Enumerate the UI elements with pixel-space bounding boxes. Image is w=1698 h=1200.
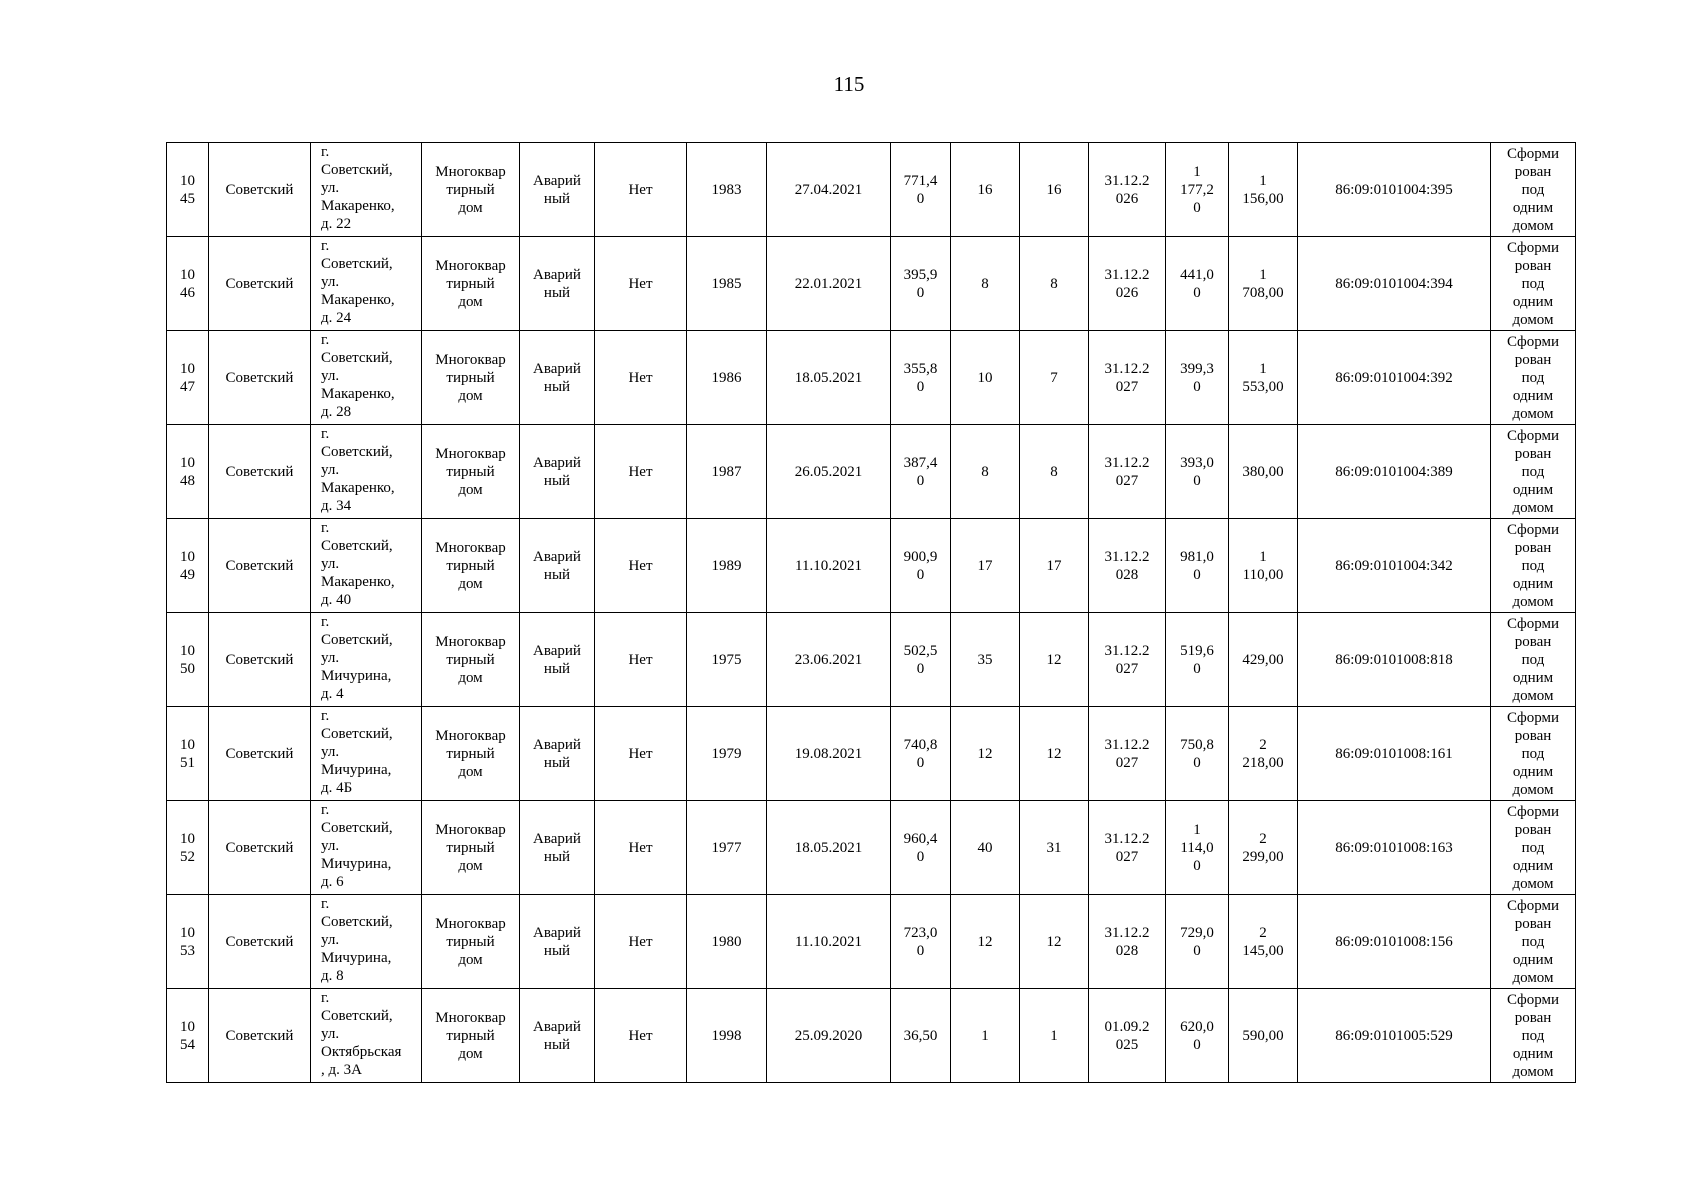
area-cell: 502,5 0 — [891, 613, 951, 707]
table-row — [167, 707, 1576, 801]
building-type-cell: Многоквар тирный дом — [422, 237, 520, 331]
residents-relocated-cell: 8 — [1020, 425, 1089, 519]
area-cell: 771,4 0 — [891, 143, 951, 237]
land-area-cell: 519,6 0 — [1166, 613, 1229, 707]
building-type-cell: Многоквар тирный дом — [422, 801, 520, 895]
address-cell: г. Советский, ул. Мичурина, д. 6 — [311, 801, 422, 895]
building-type-cell: Многоквар тирный дом — [422, 143, 520, 237]
cost-cell: 429,00 — [1229, 613, 1298, 707]
flag-cell: Нет — [595, 143, 687, 237]
status-cell: Аварий ный — [520, 331, 595, 425]
residents-relocated-cell: 7 — [1020, 331, 1089, 425]
note-cell: Сформи рован под одним домом — [1491, 331, 1576, 425]
year-cell: 1975 — [687, 613, 767, 707]
building-type-cell: Многоквар тирный дом — [422, 989, 520, 1083]
cadastral-number-cell: 86:09:0101004:389 — [1298, 425, 1491, 519]
address-cell: г. Советский, ул. Мичурина, д. 4Б — [311, 707, 422, 801]
note-cell: Сформи рован под одним домом — [1491, 143, 1576, 237]
table-row — [167, 613, 1576, 707]
year-cell: 1998 — [687, 989, 767, 1083]
district-cell: Советский — [209, 143, 311, 237]
cost-cell: 590,00 — [1229, 989, 1298, 1083]
cadastral-number-cell: 86:09:0101004:392 — [1298, 331, 1491, 425]
note-cell: Сформи рован под одним домом — [1491, 707, 1576, 801]
status-cell: Аварий ный — [520, 425, 595, 519]
residents-cell: 35 — [951, 613, 1020, 707]
cost-cell: 2 299,00 — [1229, 801, 1298, 895]
cadastral-number-cell: 86:09:0101004:395 — [1298, 143, 1491, 237]
decision-date-cell: 18.05.2021 — [767, 801, 891, 895]
building-type-cell: Многоквар тирный дом — [422, 613, 520, 707]
table-row — [167, 519, 1576, 613]
address-cell: г. Советский, ул. Мичурина, д. 8 — [311, 895, 422, 989]
note-cell: Сформи рован под одним домом — [1491, 895, 1576, 989]
flag-cell: Нет — [595, 801, 687, 895]
row-number-cell: 10 54 — [167, 989, 209, 1083]
building-type-cell: Многоквар тирный дом — [422, 425, 520, 519]
area-cell: 36,50 — [891, 989, 951, 1083]
year-cell: 1979 — [687, 707, 767, 801]
row-number-cell: 10 50 — [167, 613, 209, 707]
decision-date-cell: 26.05.2021 — [767, 425, 891, 519]
year-cell: 1987 — [687, 425, 767, 519]
row-number-cell: 10 51 — [167, 707, 209, 801]
residents-relocated-cell: 12 — [1020, 895, 1089, 989]
status-cell: Аварий ный — [520, 237, 595, 331]
status-cell: Аварий ный — [520, 895, 595, 989]
table-row — [167, 425, 1576, 519]
year-cell: 1986 — [687, 331, 767, 425]
table-body — [167, 143, 1576, 1083]
deadline-cell: 31.12.2 026 — [1089, 143, 1166, 237]
cadastral-number-cell: 86:09:0101004:342 — [1298, 519, 1491, 613]
district-cell: Советский — [209, 237, 311, 331]
flag-cell: Нет — [595, 707, 687, 801]
cost-cell: 1 708,00 — [1229, 237, 1298, 331]
status-cell: Аварий ный — [520, 801, 595, 895]
land-area-cell: 1 177,2 0 — [1166, 143, 1229, 237]
address-cell: г. Советский, ул. Макаренко, д. 24 — [311, 237, 422, 331]
decision-date-cell: 18.05.2021 — [767, 331, 891, 425]
cadastral-number-cell: 86:09:0101005:529 — [1298, 989, 1491, 1083]
note-cell: Сформи рован под одним домом — [1491, 989, 1576, 1083]
land-area-cell: 620,0 0 — [1166, 989, 1229, 1083]
flag-cell: Нет — [595, 331, 687, 425]
deadline-cell: 01.09.2 025 — [1089, 989, 1166, 1083]
residents-relocated-cell: 12 — [1020, 707, 1089, 801]
building-type-cell: Многоквар тирный дом — [422, 707, 520, 801]
residents-cell: 12 — [951, 707, 1020, 801]
row-number-cell: 10 49 — [167, 519, 209, 613]
district-cell: Советский — [209, 425, 311, 519]
residents-relocated-cell: 12 — [1020, 613, 1089, 707]
table-row — [167, 989, 1576, 1083]
address-cell: г. Советский, ул. Макаренко, д. 34 — [311, 425, 422, 519]
decision-date-cell: 19.08.2021 — [767, 707, 891, 801]
deadline-cell: 31.12.2 027 — [1089, 801, 1166, 895]
decision-date-cell: 11.10.2021 — [767, 519, 891, 613]
district-cell: Советский — [209, 519, 311, 613]
cost-cell: 2 218,00 — [1229, 707, 1298, 801]
cost-cell: 1 156,00 — [1229, 143, 1298, 237]
housing-registry-table — [166, 142, 1576, 1083]
deadline-cell: 31.12.2 026 — [1089, 237, 1166, 331]
flag-cell: Нет — [595, 989, 687, 1083]
district-cell: Советский — [209, 895, 311, 989]
address-cell: г. Советский, ул. Мичурина, д. 4 — [311, 613, 422, 707]
address-cell: г. Советский, ул. Макаренко, д. 28 — [311, 331, 422, 425]
deadline-cell: 31.12.2 027 — [1089, 331, 1166, 425]
residents-relocated-cell: 1 — [1020, 989, 1089, 1083]
table-row — [167, 237, 1576, 331]
land-area-cell: 393,0 0 — [1166, 425, 1229, 519]
address-cell: г. Советский, ул. Макаренко, д. 22 — [311, 143, 422, 237]
residents-cell: 40 — [951, 801, 1020, 895]
flag-cell: Нет — [595, 895, 687, 989]
row-number-cell: 10 46 — [167, 237, 209, 331]
residents-cell: 8 — [951, 425, 1020, 519]
row-number-cell: 10 48 — [167, 425, 209, 519]
deadline-cell: 31.12.2 027 — [1089, 707, 1166, 801]
cadastral-number-cell: 86:09:0101008:163 — [1298, 801, 1491, 895]
building-type-cell: Многоквар тирный дом — [422, 519, 520, 613]
land-area-cell: 441,0 0 — [1166, 237, 1229, 331]
table-row — [167, 331, 1576, 425]
status-cell: Аварий ный — [520, 519, 595, 613]
flag-cell: Нет — [595, 425, 687, 519]
land-area-cell: 399,3 0 — [1166, 331, 1229, 425]
flag-cell: Нет — [595, 519, 687, 613]
residents-cell: 1 — [951, 989, 1020, 1083]
cost-cell: 1 110,00 — [1229, 519, 1298, 613]
residents-relocated-cell: 17 — [1020, 519, 1089, 613]
cadastral-number-cell: 86:09:0101008:161 — [1298, 707, 1491, 801]
district-cell: Советский — [209, 989, 311, 1083]
cadastral-number-cell: 86:09:0101008:818 — [1298, 613, 1491, 707]
row-number-cell: 10 53 — [167, 895, 209, 989]
building-type-cell: Многоквар тирный дом — [422, 895, 520, 989]
year-cell: 1980 — [687, 895, 767, 989]
note-cell: Сформи рован под одним домом — [1491, 613, 1576, 707]
area-cell: 387,4 0 — [891, 425, 951, 519]
area-cell: 900,9 0 — [891, 519, 951, 613]
table-row — [167, 143, 1576, 237]
decision-date-cell: 22.01.2021 — [767, 237, 891, 331]
decision-date-cell: 25.09.2020 — [767, 989, 891, 1083]
year-cell: 1977 — [687, 801, 767, 895]
status-cell: Аварий ный — [520, 707, 595, 801]
table-row — [167, 895, 1576, 989]
note-cell: Сформи рован под одним домом — [1491, 519, 1576, 613]
land-area-cell: 750,8 0 — [1166, 707, 1229, 801]
flag-cell: Нет — [595, 613, 687, 707]
status-cell: Аварий ный — [520, 143, 595, 237]
address-cell: г. Советский, ул. Макаренко, д. 40 — [311, 519, 422, 613]
area-cell: 740,8 0 — [891, 707, 951, 801]
decision-date-cell: 27.04.2021 — [767, 143, 891, 237]
status-cell: Аварий ный — [520, 613, 595, 707]
year-cell: 1989 — [687, 519, 767, 613]
district-cell: Советский — [209, 801, 311, 895]
residents-cell: 10 — [951, 331, 1020, 425]
row-number-cell: 10 47 — [167, 331, 209, 425]
residents-relocated-cell: 31 — [1020, 801, 1089, 895]
area-cell: 395,9 0 — [891, 237, 951, 331]
building-type-cell: Многоквар тирный дом — [422, 331, 520, 425]
cadastral-number-cell: 86:09:0101008:156 — [1298, 895, 1491, 989]
cost-cell: 2 145,00 — [1229, 895, 1298, 989]
land-area-cell: 729,0 0 — [1166, 895, 1229, 989]
land-area-cell: 1 114,0 0 — [1166, 801, 1229, 895]
year-cell: 1983 — [687, 143, 767, 237]
note-cell: Сформи рован под одним домом — [1491, 425, 1576, 519]
area-cell: 960,4 0 — [891, 801, 951, 895]
deadline-cell: 31.12.2 028 — [1089, 519, 1166, 613]
residents-relocated-cell: 16 — [1020, 143, 1089, 237]
residents-cell: 16 — [951, 143, 1020, 237]
district-cell: Советский — [209, 707, 311, 801]
area-cell: 355,8 0 — [891, 331, 951, 425]
row-number-cell: 10 45 — [167, 143, 209, 237]
area-cell: 723,0 0 — [891, 895, 951, 989]
residents-relocated-cell: 8 — [1020, 237, 1089, 331]
page-number: 115 — [833, 72, 865, 96]
land-area-cell: 981,0 0 — [1166, 519, 1229, 613]
cost-cell: 1 553,00 — [1229, 331, 1298, 425]
residents-cell: 12 — [951, 895, 1020, 989]
residents-cell: 17 — [951, 519, 1020, 613]
address-cell: г. Советский, ул. Октябрьская , д. 3А — [311, 989, 422, 1083]
cost-cell: 380,00 — [1229, 425, 1298, 519]
year-cell: 1985 — [687, 237, 767, 331]
district-cell: Советский — [209, 613, 311, 707]
note-cell: Сформи рован под одним домом — [1491, 801, 1576, 895]
residents-cell: 8 — [951, 237, 1020, 331]
deadline-cell: 31.12.2 028 — [1089, 895, 1166, 989]
note-cell: Сформи рован под одним домом — [1491, 237, 1576, 331]
deadline-cell: 31.12.2 027 — [1089, 613, 1166, 707]
flag-cell: Нет — [595, 237, 687, 331]
decision-date-cell: 11.10.2021 — [767, 895, 891, 989]
row-number-cell: 10 52 — [167, 801, 209, 895]
deadline-cell: 31.12.2 027 — [1089, 425, 1166, 519]
status-cell: Аварий ный — [520, 989, 595, 1083]
cadastral-number-cell: 86:09:0101004:394 — [1298, 237, 1491, 331]
decision-date-cell: 23.06.2021 — [767, 613, 891, 707]
table-row — [167, 801, 1576, 895]
district-cell: Советский — [209, 331, 311, 425]
